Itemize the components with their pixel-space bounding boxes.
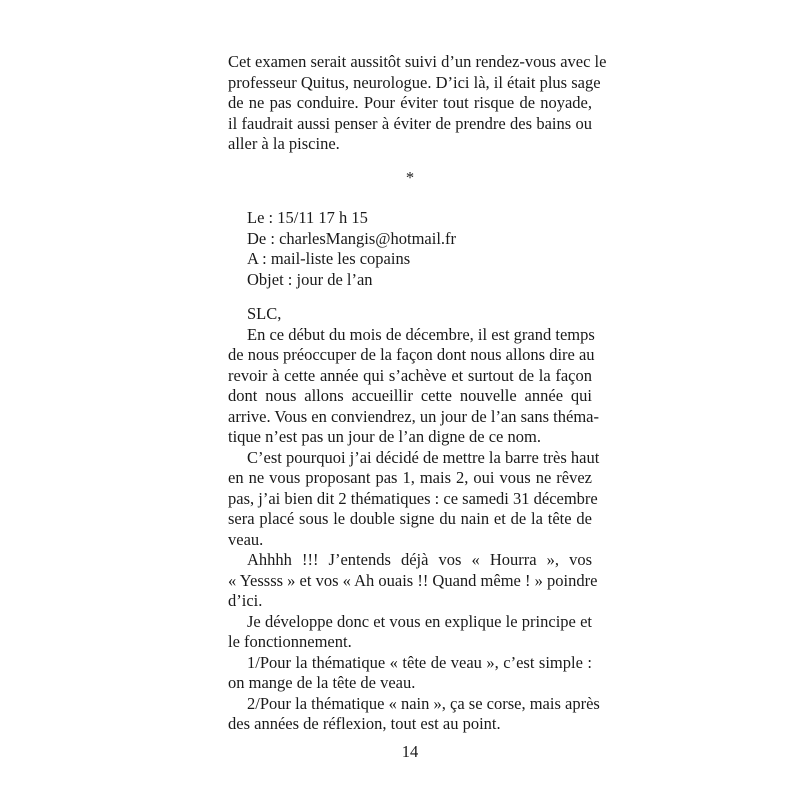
email-body [228,304,600,735]
paragraph [228,550,598,612]
paragraph [228,447,600,551]
text-line: sera placé sous le double signe du nain et de la tête de [228,509,592,528]
email-header [228,208,592,290]
paragraph [228,612,592,653]
paragraph [228,324,599,448]
text-line: tique n’est pas un jour de l’an digne de ce nom. [228,427,541,446]
email-to: A : mail-liste les copains [247,249,411,268]
text-line: de ne pas conduire. Pour éviter tout risque de noyade, [228,93,592,112]
text-line: professeur Quitus, neurologue. D’ici là, il était plus sage [228,72,601,92]
text-line: en ne vous proposant pas 1, mais 2, oui vous ne rêvez [228,468,592,487]
text-line: d’ici. [228,591,263,610]
text-line: pas, j’ai bien dit 2 thématiques : ce samedi 31 décembre [228,488,598,508]
text-line: Je développe donc et vous en explique le principe et [247,611,592,631]
text-line: Cet examen serait aussitôt suivi d’un rendez-vous avec le [228,52,607,71]
text-line: « Yessss » et vos « Ah ouais !! Quand même ! » poindre [228,570,598,590]
text-line: arrive. Vous en conviendrez, un jour de l’an sans théma- [228,406,599,426]
text-line: veau. [228,529,264,549]
email-greeting: SLC, [247,304,282,323]
email-subject: Objet : jour de l’an [247,269,373,289]
email-date: Le : 15/11 17 h 15 [247,208,368,227]
paragraph-top [228,52,607,155]
page-number: 14 [401,742,419,761]
text-line: il faudrait aussi penser à éviter de prendre des bains ou [228,113,592,133]
email-from: De : charlesMangis@hotmail.fr [247,228,457,248]
text-line: 2/Pour la thématique « nain », ça se corse, mais après [247,693,600,713]
text-line: revoir à cette année qui s’achève et surtout de la façon [228,365,592,385]
paragraph [228,693,600,735]
text-line: aller à la piscine. [228,134,340,153]
text-line: Ahhhh !!! J’entends déjà vos « Hourra », vos [247,550,592,569]
text-line: on mange de la tête de veau. [228,673,416,692]
section-separator: * [405,168,415,187]
text-line: des années de réflexion, tout est au point. [228,714,501,733]
paragraph [228,653,592,694]
text-line: dont nous allons accueillir cette nouvelle année qui [228,386,592,405]
text-line: En ce début du mois de décembre, il est grand temps [247,324,595,344]
text-line: C’est pourquoi j’ai décidé de mettre la barre très haut [247,447,600,467]
text-line: le fonctionnement. [228,632,352,651]
text-line: 1/Pour la thématique « tête de veau », c’est simple : [247,652,592,672]
text-line: de nous préoccuper de la façon dont nous allons dire au [228,345,595,364]
